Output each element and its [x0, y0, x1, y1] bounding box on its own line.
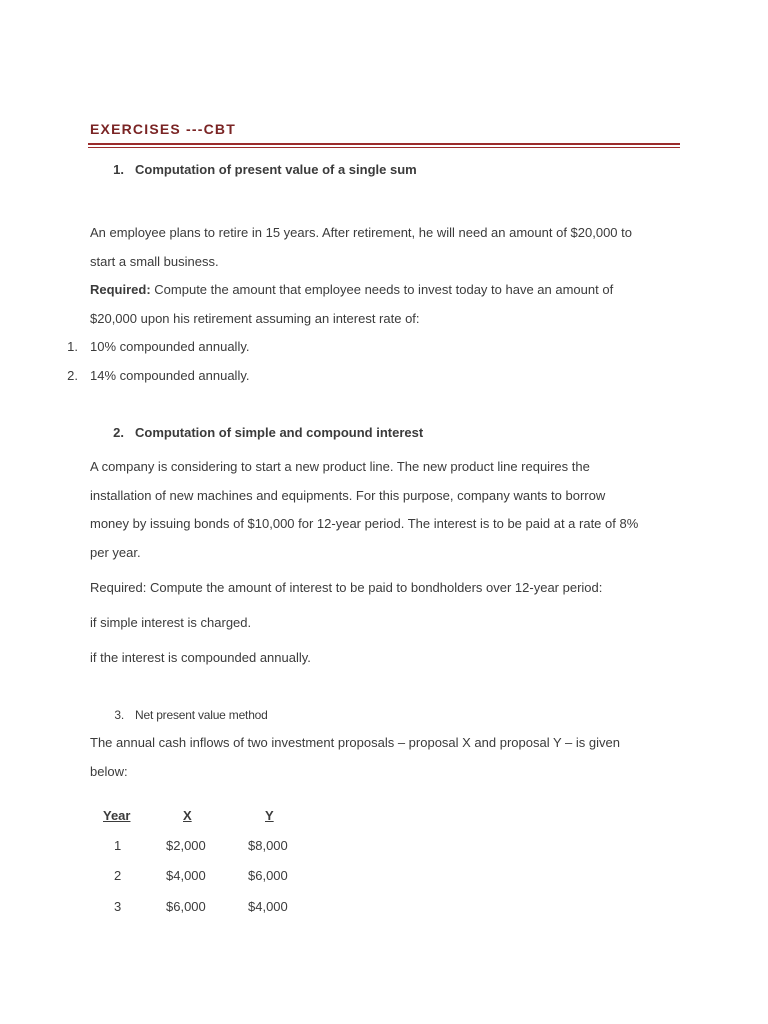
option2-text: 14% compounded annually. [90, 368, 250, 383]
table-cell-y: $8,000 [248, 838, 288, 853]
required-text: Compute the amount that employee needs to invest today to have an amount of [150, 282, 614, 297]
table-cell-x: $4,000 [166, 868, 206, 883]
table-cell-x: $2,000 [166, 838, 206, 853]
section1-required [90, 282, 613, 298]
option2-number: 2. [67, 368, 78, 383]
table-cell-y: $4,000 [248, 899, 288, 914]
table-header-year: Year [103, 808, 131, 823]
option1-number: 1. [67, 339, 78, 354]
table-header-x: X [183, 808, 192, 823]
table-cell-y: $6,000 [248, 868, 288, 883]
section3-number: 3. [114, 708, 124, 722]
required-label: Required: [90, 282, 151, 297]
section3-heading: Net present value method [135, 708, 268, 722]
section2-paragraph-line3: money by issuing bonds of $10,000 for 12-year period. The interest is to be paid at a rate of 8% [90, 516, 639, 531]
table-cell-x: $6,000 [166, 899, 206, 914]
table-cell-year: 2 [114, 868, 122, 883]
section2-case1: if simple interest is charged. [90, 615, 252, 630]
title-rule-thick [88, 143, 680, 145]
section1-paragraph-line2: start a small business. [90, 254, 219, 269]
section1-paragraph-line1: An employee plans to retire in 15 years. After retirement, he will need an amount of $20,000 to [90, 225, 632, 240]
section2-paragraph-line4: per year. [90, 545, 141, 560]
section2-case2: if the interest is compounded annually. [90, 650, 311, 665]
section1-heading: Computation of present value of a single sum [135, 162, 417, 177]
table-cell-year: 3 [114, 899, 122, 914]
section2-paragraph-line1: A company is considering to start a new product line. The new product line requires the [90, 459, 590, 474]
section3-paragraph-line1: The annual cash inflows of two investment proposals – proposal X and proposal Y – is given [90, 735, 620, 750]
document-title: EXERCISES ---CBT [90, 121, 236, 137]
option1-text: 10% compounded annually. [90, 339, 250, 354]
section3-paragraph-line2: below: [90, 764, 128, 779]
title-rule-thin [88, 147, 680, 148]
section1-required-line2: $20,000 upon his retirement assuming an interest rate of: [90, 311, 420, 326]
section2-heading: Computation of simple and compound interest [135, 425, 424, 440]
table-cell-year: 1 [114, 838, 122, 853]
section2-required: Required: Compute the amount of interest to be paid to bondholders over 12-year period: [90, 580, 603, 595]
table-header-y: Y [265, 808, 274, 823]
section2-number: 2. [113, 425, 124, 440]
section2-paragraph-line2: installation of new machines and equipments. For this purpose, company wants to borrow [90, 488, 606, 503]
section1-number: 1. [113, 162, 124, 177]
